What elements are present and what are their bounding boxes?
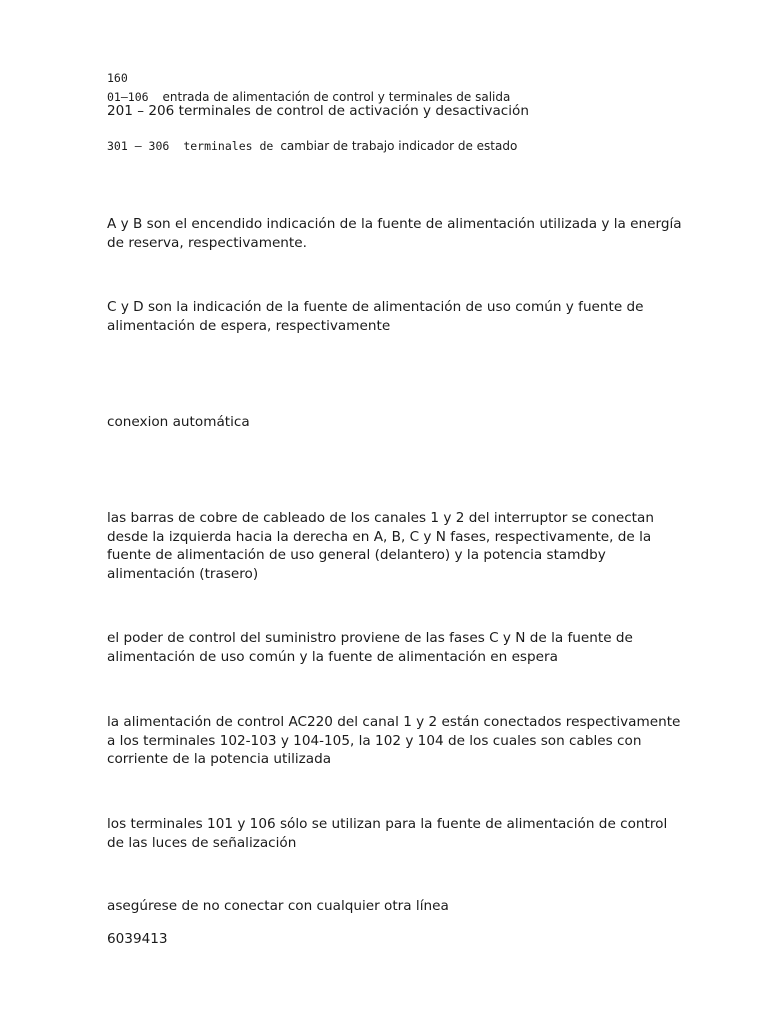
paragraph-automatic-connection bbox=[107, 413, 707, 432]
terminal-label: terminales de bbox=[183, 139, 274, 153]
text-line: alimentación de espera, respectivamente bbox=[107, 317, 391, 334]
terminal-description: entrada de alimentación de control y terminales de salida bbox=[162, 90, 511, 104]
paragraph-control-power bbox=[107, 629, 707, 666]
text-line: la alimentación de control AC220 del canal 1 y 2 están conectados respectivamente bbox=[107, 714, 681, 730]
text-line: alimentación de uso común y la fuente de alimentación en espera bbox=[107, 648, 558, 665]
text-line: 6039413 bbox=[107, 931, 168, 947]
terminal-line-01-106 bbox=[107, 88, 510, 104]
document-number bbox=[107, 930, 707, 949]
text-line: de las luces de señalización bbox=[107, 834, 297, 851]
text-line: conexion automática bbox=[107, 414, 250, 430]
text-line: fuente de alimentación de uso general (delantero) y la potencia stamdby bbox=[107, 547, 606, 563]
paragraph-ab-indication bbox=[107, 215, 707, 252]
terminal-line-301-306 bbox=[107, 137, 517, 153]
text-line: desde la izquierda hacia la derecha en A, B, C y N fases, respectivamente, de la bbox=[107, 528, 652, 545]
text-line: corriente de la potencia utilizada bbox=[107, 751, 332, 767]
label-160: 160 bbox=[107, 71, 128, 85]
terminal-code: 01–106 bbox=[107, 90, 149, 104]
text-line: de reserva, respectivamente. bbox=[107, 234, 307, 251]
terminal-line-201-206: 201 – 206 terminales de control de activación y desactivación bbox=[107, 103, 529, 119]
text-line: alimentación (trasero) bbox=[107, 565, 259, 582]
paragraph-warning bbox=[107, 897, 707, 916]
terminal-code: 301 – 306 bbox=[107, 139, 170, 153]
text-line: asegúrese de no conectar con cualquier otra línea bbox=[107, 898, 449, 914]
paragraph-cd-indication bbox=[107, 298, 707, 335]
text-line: los terminales 101 y 106 sólo se utilizan para la fuente de alimentación de control bbox=[107, 816, 668, 832]
text-line: A y B son el encendido indicación de la fuente de alimentación utilizada y la energía bbox=[107, 216, 682, 232]
text-line: las barras de cobre de cableado de los canales 1 y 2 del interruptor se conectan bbox=[107, 510, 654, 526]
text-line: C y D son la indicación de la fuente de alimentación de uso común y fuente de bbox=[107, 299, 644, 315]
paragraph-ac220-supply bbox=[107, 713, 707, 769]
text-line: a los terminales 102-103 y 104-105, la 102 y 104 de los cuales son cables con bbox=[107, 732, 642, 749]
terminal-description: cambiar de trabajo indicador de estado bbox=[280, 139, 518, 153]
paragraph-copper-bars bbox=[107, 509, 707, 583]
paragraph-signal-lights bbox=[107, 815, 707, 852]
text-line: el poder de control del suministro proviene de las fases C y N de la fuente de bbox=[107, 630, 633, 646]
